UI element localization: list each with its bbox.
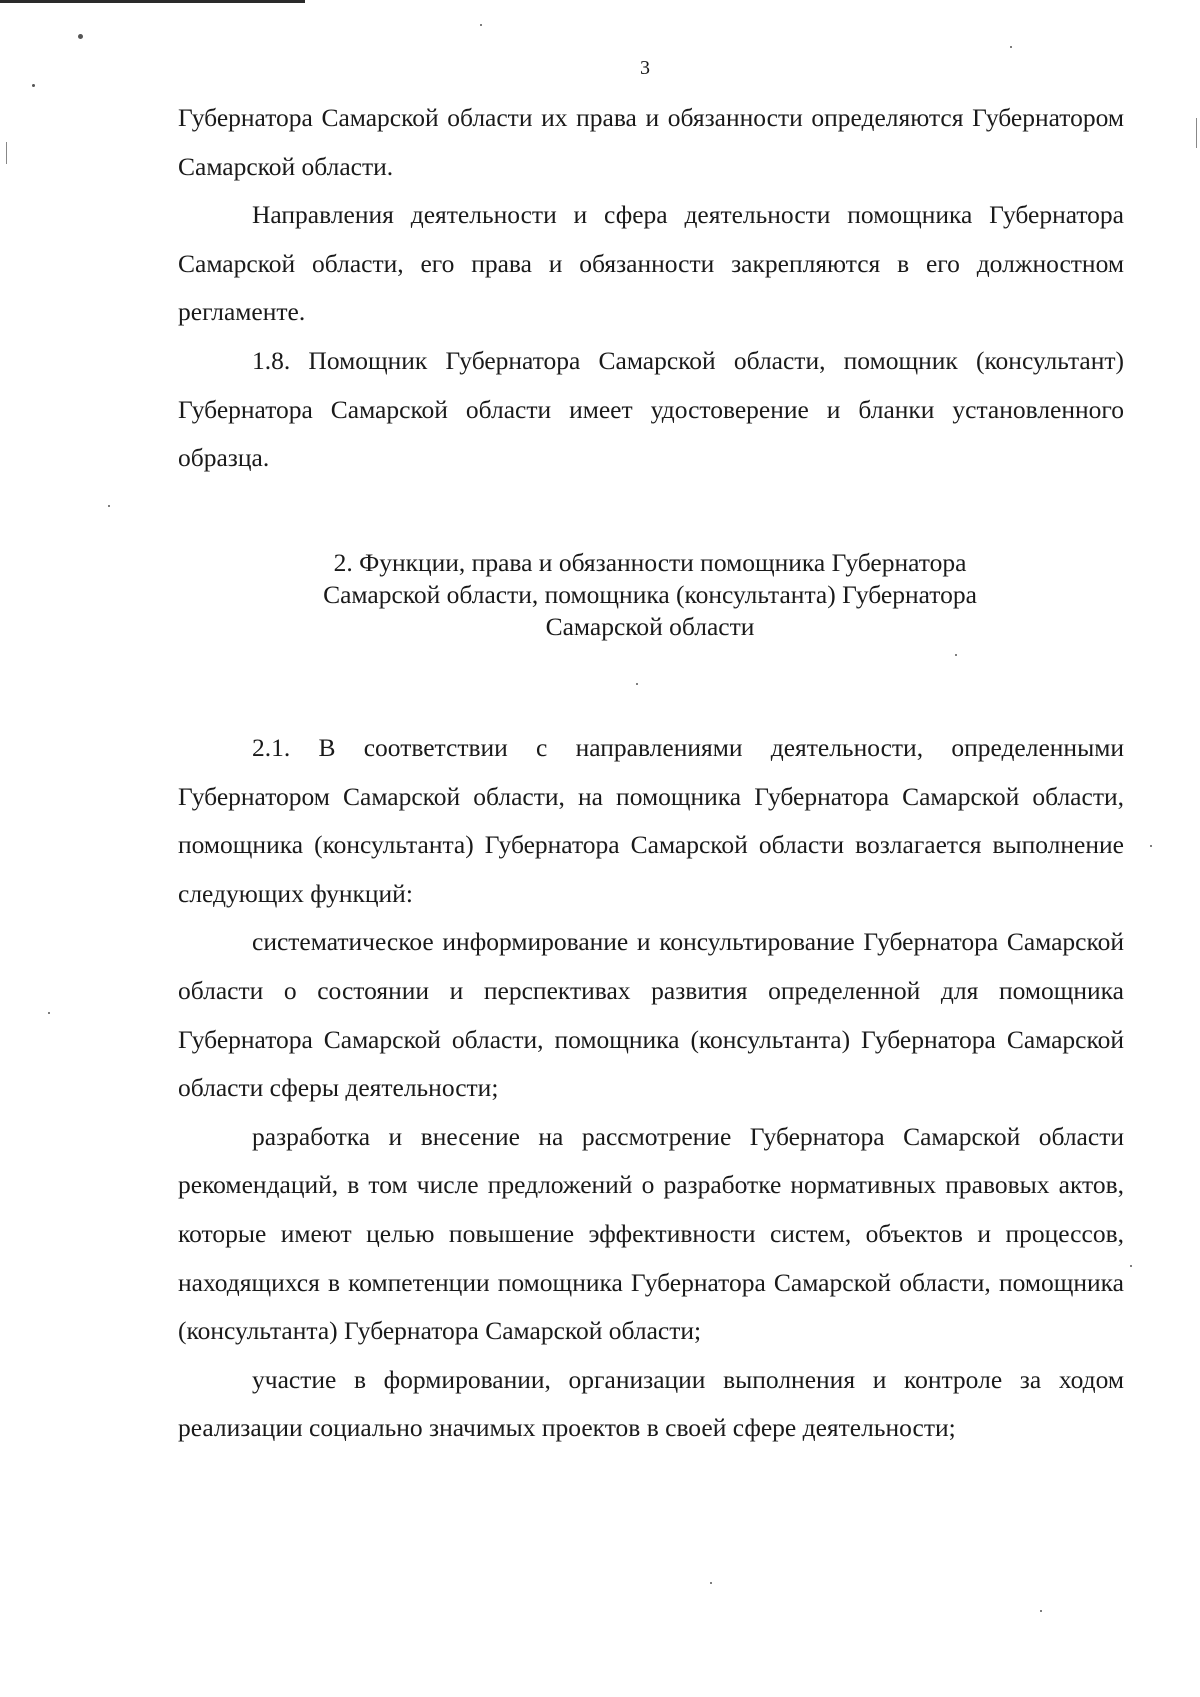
section-heading-line-1: 2. Функции, права и обязанности помощника Губернатора bbox=[333, 548, 967, 577]
top-edge-rule bbox=[0, 0, 305, 3]
scan-edge-mark bbox=[1196, 118, 1197, 148]
scan-speck bbox=[1130, 1265, 1132, 1267]
paragraph-projects: участие в формировании, организации выполнения и контроле за ходом реализации социально значимых проектов в своей сфере деятельности; bbox=[178, 1364, 1124, 1443]
scan-speck bbox=[955, 654, 957, 656]
section-heading-line-2: Самарской области, помощника (консультанта) Губернатора bbox=[323, 580, 977, 609]
text-block-top bbox=[178, 94, 1124, 483]
scan-speck bbox=[636, 683, 638, 685]
scan-speck bbox=[32, 84, 35, 87]
scan-speck bbox=[480, 24, 482, 26]
paragraph-1-8: 1.8. Помощник Губернатора Самарской области, помощник (консультант) Губернатора Самарской области имеет удостоверение и бланки установленного образца. bbox=[178, 345, 1124, 473]
section-heading-line-3: Самарской области bbox=[545, 612, 755, 641]
scan-speck bbox=[710, 1582, 712, 1584]
paragraph-continuation: Губернатора Самарской области их права и обязанности определяются Губернатором Самарской области. bbox=[178, 103, 1124, 181]
page-number: 3 bbox=[640, 57, 650, 79]
scan-speck bbox=[78, 34, 83, 39]
text-block-bottom bbox=[178, 724, 1124, 1453]
paragraph-2-1: 2.1. В соответствии с направлениями деятельности, определенными Губернатором Самарской области, на помощника Губернатора Самарской области, помощника (консультанта) Губернатора Самарской области возлагается выполнение следующих функций: bbox=[178, 733, 1124, 908]
scan-speck bbox=[1010, 46, 1012, 48]
scan-speck bbox=[48, 1012, 50, 1014]
paragraph-informing: систематическое информирование и консультирование Губернатора Самарской области о состоянии и перспективах развития определенной для помощника Губернатора Самарской области, помощника (консультанта) Губернатора Самарской области сферы деятельности; bbox=[178, 927, 1124, 1103]
paragraph-recommendations: разработка и внесение на рассмотрение Губернатора Самарской области рекомендаций, в том числе предложений о разработке нормативных правовых актов, которые имеют целью повышение эффективности систем, объектов и процессов, находящихся в компетенции помощника Губернатора Самарской области, помощника (консультанта) Губернатора Самарской области; bbox=[178, 1121, 1124, 1346]
scan-edge-mark bbox=[6, 142, 7, 164]
paragraph-directions: Направления деятельности и сфера деятельности помощника Губернатора Самарской области, его права и обязанности закрепляются в его должностном регламенте. bbox=[178, 200, 1124, 327]
scan-speck bbox=[1040, 1610, 1042, 1612]
scan-speck bbox=[108, 505, 110, 507]
scan-speck bbox=[1150, 845, 1152, 847]
section-heading bbox=[260, 547, 1040, 643]
